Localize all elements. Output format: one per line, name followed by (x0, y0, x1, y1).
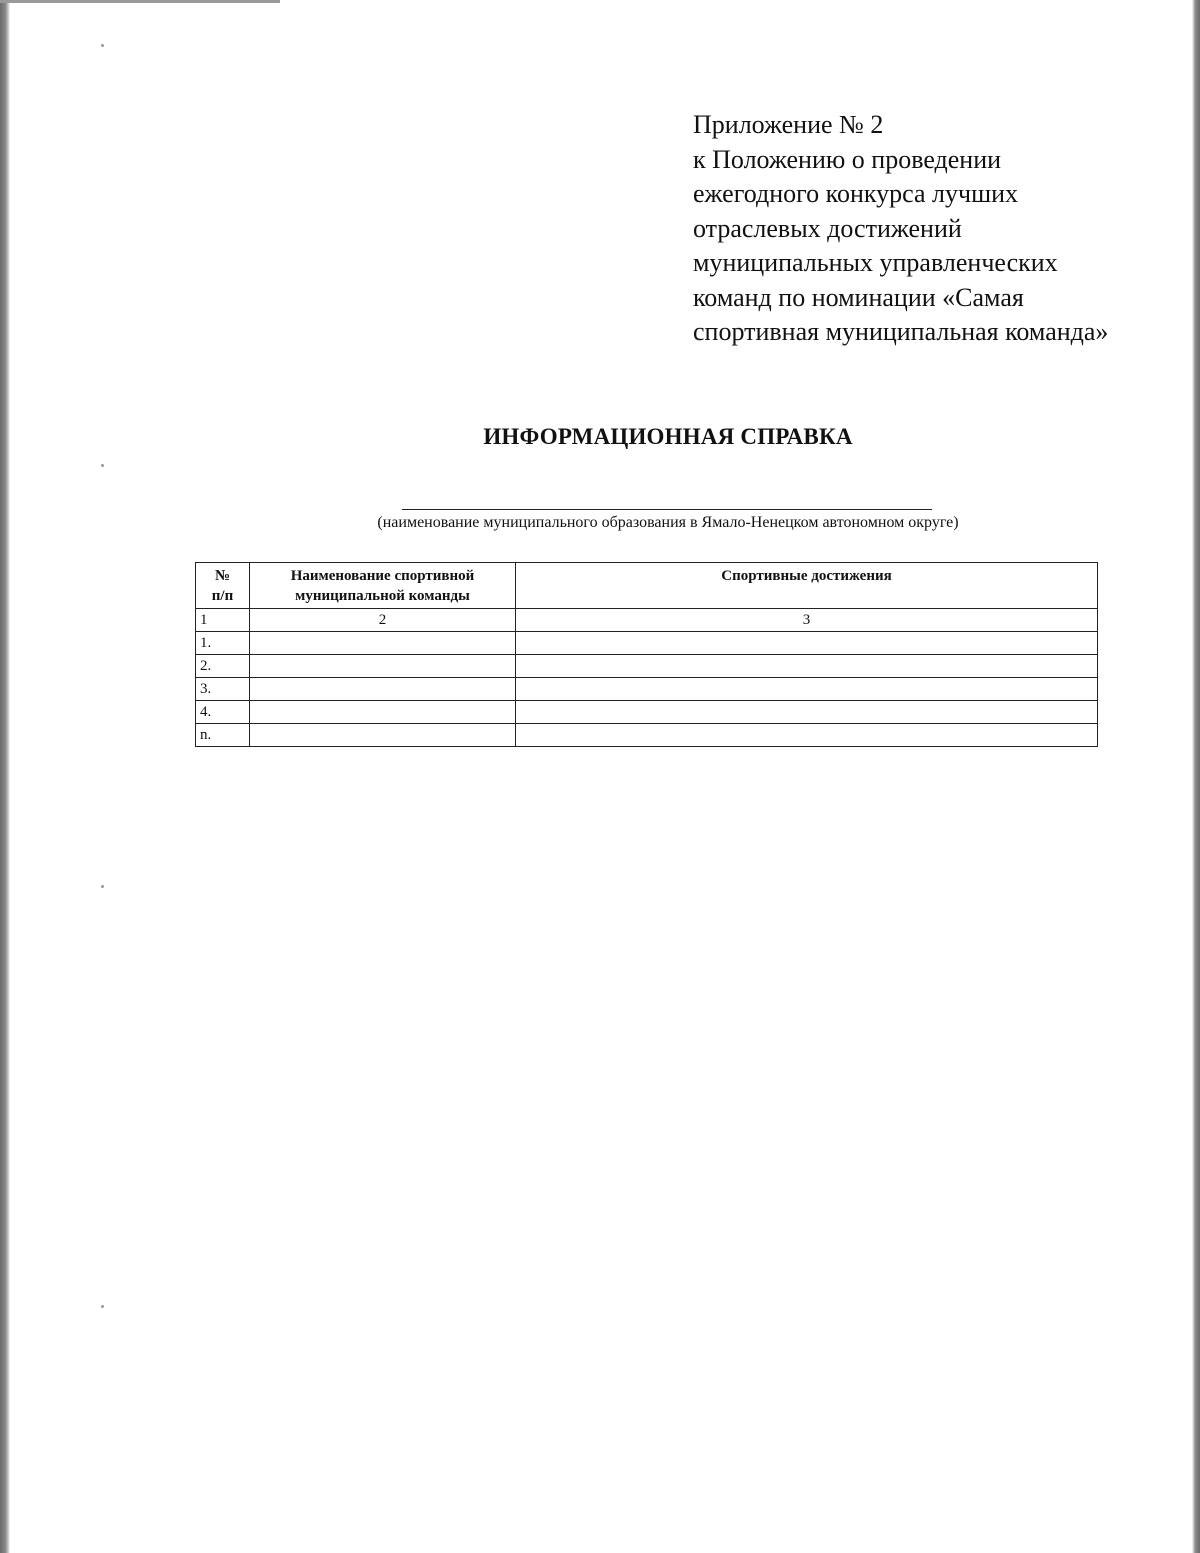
municipality-fill-line (402, 509, 932, 510)
team-name-cell[interactable] (250, 701, 516, 724)
column-number-cell: 3 (516, 609, 1098, 632)
team-name-cell[interactable] (250, 632, 516, 655)
header-achievements: Спортивные достижения (516, 563, 1098, 609)
table-header-row (196, 563, 1098, 609)
header-team-line: муниципальной команды (295, 588, 470, 604)
header-number (196, 563, 250, 609)
appendix-line: отраслевых достижений (693, 213, 962, 243)
scan-speck (101, 44, 104, 47)
appendix-line: команд по номинации «Самая (693, 282, 1024, 312)
appendix-line: Приложение № 2 (693, 110, 884, 139)
appendix-line: спортивная муниципальная команда» (693, 317, 1109, 346)
table-row (196, 632, 1098, 655)
row-number-cell: 4. (196, 701, 250, 724)
achievements-cell[interactable] (516, 655, 1098, 678)
header-team-line: Наименование спортивной (290, 568, 475, 584)
scan-speck (101, 1305, 104, 1308)
appendix-line: к Положению о проведении (693, 144, 1002, 174)
table-row (196, 678, 1098, 701)
header-team-name (250, 563, 516, 609)
column-number-cell: 2 (250, 609, 516, 632)
scan-speck (101, 885, 104, 888)
document-title-wrap (0, 424, 1200, 450)
achievements-table (195, 562, 1098, 747)
appendix-line: ежегодного конкурса лучших (693, 179, 1018, 208)
column-number-row (196, 609, 1098, 632)
achievements-cell[interactable] (516, 724, 1098, 747)
scan-speck (101, 464, 104, 467)
column-number-cell: 1 (196, 609, 250, 632)
achievements-cell[interactable] (516, 678, 1098, 701)
table-row (196, 724, 1098, 747)
document-title: ИНФОРМАЦИОННАЯ СПРАВКА (483, 424, 853, 449)
team-name-cell[interactable] (250, 678, 516, 701)
table-row (196, 701, 1098, 724)
scan-edge-left (0, 0, 10, 1553)
team-name-cell[interactable] (250, 655, 516, 678)
achievements-cell[interactable] (516, 701, 1098, 724)
table-row (196, 655, 1098, 678)
team-name-cell[interactable] (250, 724, 516, 747)
row-number-cell: 1. (196, 632, 250, 655)
header-number-line: п/п (211, 588, 234, 604)
scan-edge-right (1192, 0, 1200, 1553)
row-number-cell: n. (196, 724, 250, 747)
header-number-line: № (214, 568, 231, 584)
row-number-cell: 2. (196, 655, 250, 678)
appendix-heading (693, 108, 1173, 350)
municipality-caption: (наименование муниципального образования в Ямало-Ненецком автономном округе) (377, 514, 959, 531)
row-number-cell: 3. (196, 678, 250, 701)
appendix-line: муниципальных управленческих (693, 248, 1058, 277)
scan-edge-top (0, 0, 280, 3)
achievements-cell[interactable] (516, 632, 1098, 655)
